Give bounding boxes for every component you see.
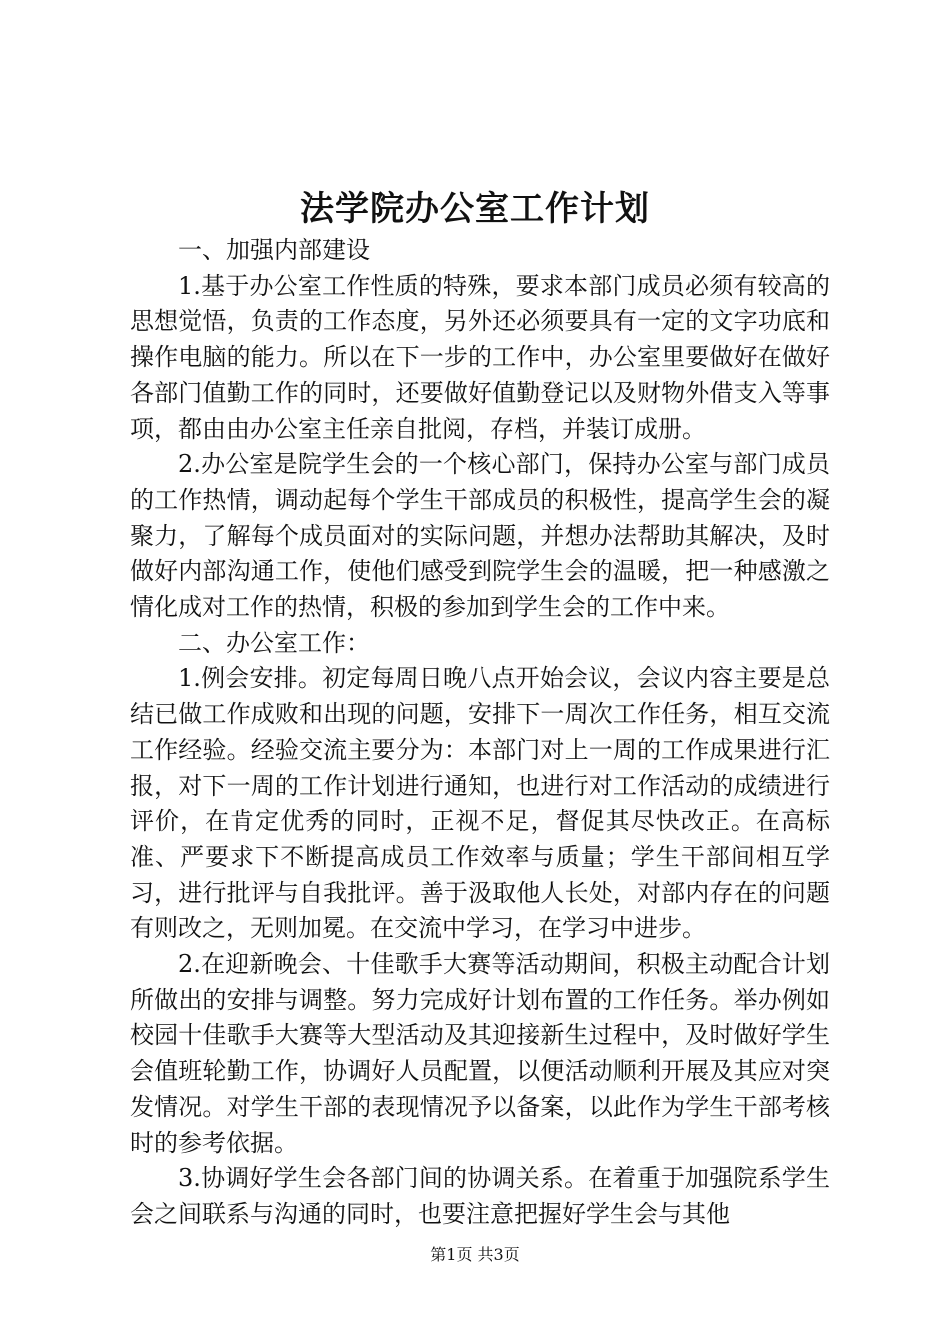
section-heading: 二、办公室工作： [178,628,370,657]
document-title: 法学院办公室工作计划 [300,189,650,229]
paragraph: 1.例会安排。初定每周日晚八点开始会议，会议内容主要是总结已做工作成败和出现的问题，安排下一周次工作任务，相互交流工作经验。经验交流主要分为：本部门对上一周的工作成果进行汇报，对下一周的工作计划进行通知，也进行对工作活动的成绩进行评价，在肯定优秀的同时，正视不足，督促其尽快改正。在高标准、严要求下不断提高成员工作效率与质量；学生干部间相互学习，进行批评与自我批评。善于汲取他人长处，对部内存在的问题有则改之，无则加冕。在交流中学习，在学习中进步。 [130,664,830,943]
paragraph: 2.在迎新晚会、十佳歌手大赛等活动期间，积极主动配合计划所做出的安排与调整。努力完成好计划布置的工作任务。举办例如校园十佳歌手大赛等大型活动及其迎接新生过程中，及时做好学生会值班轮勤工作，协调好人员配置，以便活动顺利开展及其应对突发情况。对学生干部的表现情况予以备案，以此作为学生干部考核时的参考依据。 [130,950,830,1157]
page-footer: 第1页 共3页 [430,1245,520,1264]
document-body [130,233,830,1233]
section-heading: 一、加强内部建设 [178,236,370,264]
paragraph: 1.基于办公室工作性质的特殊，要求本部门成员必须有较高的思想觉悟，负责的工作态度，另外还必须要具有一定的文字功底和操作电脑的能力。所以在下一步的工作中，办公室里要做好在做好各部门值勤工作的同时，还要做好值勤登记以及财物外借支入等事项，都由由办公室主任亲自批阅，存档，并装订成册。 [130,271,830,443]
paragraph: 3.协调好学生会各部门间的协调关系。在着重于加强院系学生会之间联系与沟通的同时，也要注意把握好学生会与其他 [130,1164,830,1228]
paragraph: 2.办公室是院学生会的一个核心部门，保持办公室与部门成员的工作热情，调动起每个学生干部成员的积极性，提高学生会的凝聚力，了解每个成员面对的实际问题，并想办法帮助其解决，及时做好内部沟通工作，使他们感受到院学生会的温暖，把一种感激之情化成对工作的热情，积极的参加到学生会的工作中来。 [130,450,830,622]
